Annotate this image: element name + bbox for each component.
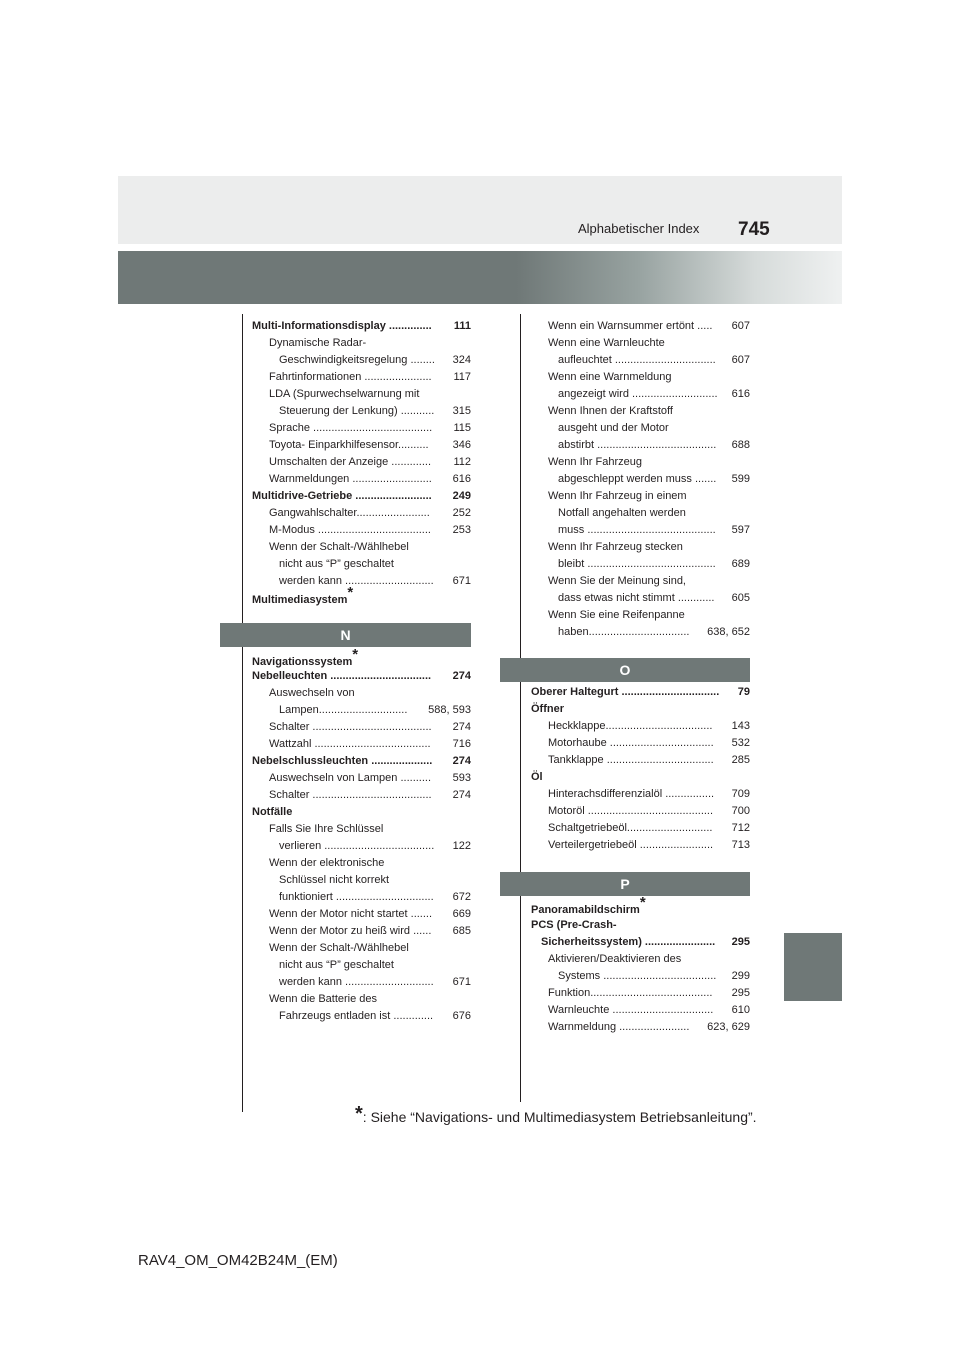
entry-page-ref: 607 — [730, 318, 750, 335]
index-entry — [531, 786, 750, 803]
entry-page-ref: 597 — [730, 522, 750, 539]
index-entry — [252, 420, 471, 437]
entry-page-ref: 143 — [730, 718, 750, 735]
index-entry — [252, 369, 471, 386]
entry-page-ref: 122 — [451, 838, 471, 855]
entry-text: Tankklappe ................................... — [548, 754, 714, 766]
index-entry — [531, 1002, 750, 1019]
entry-text: Schalter ....................................... — [269, 721, 432, 733]
index-entry — [252, 957, 471, 974]
index-entry — [531, 934, 750, 951]
entry-text: Wenn der elektronische — [269, 857, 385, 869]
entry-page-ref: 712 — [730, 820, 750, 837]
entry-page-ref: 249 — [451, 488, 471, 505]
index-entry — [531, 471, 750, 488]
entry-text: Wenn eine Warnleuchte — [548, 337, 665, 349]
entry-text: Lampen............................. — [279, 704, 408, 716]
entry-text: Sprache ....................................... — [269, 422, 433, 434]
footnote — [355, 1105, 757, 1128]
index-column-1-bottom — [252, 668, 471, 1025]
entry-text: angezeigt wird ............................ — [558, 388, 718, 400]
index-entry — [531, 522, 750, 539]
index-entry — [252, 923, 471, 940]
entry-text: Notfall angehalten werden — [558, 507, 686, 519]
entry-text: PCS (Pre-Crash- — [531, 919, 617, 931]
entry-page-ref: 716 — [451, 736, 471, 753]
index-entry — [531, 318, 750, 335]
footnote-text: : Siehe “Navigations- und Multimediasystem Betriebsanleitung”. — [362, 1109, 757, 1125]
index-entry — [531, 352, 750, 369]
entry-text: Wattzahl ...................................... — [269, 738, 431, 750]
entry-page-ref: 112 — [451, 454, 471, 471]
index-entry — [531, 951, 750, 968]
index-entry — [531, 1019, 750, 1036]
entry-text: abstirbt ....................................... — [558, 439, 717, 451]
left-margin-rule — [242, 314, 243, 1112]
index-entry — [531, 335, 750, 352]
entry-page-ref: 79 — [736, 684, 750, 701]
entry-text: abgeschleppt werden muss ....... — [558, 473, 717, 485]
index-entry — [252, 889, 471, 906]
entry-page-ref: 638, 652 — [705, 624, 750, 641]
entry-text: Navigationssystem — [252, 656, 353, 668]
index-entry — [252, 940, 471, 957]
index-entry — [531, 403, 750, 420]
chapter-side-tab — [784, 933, 842, 1001]
entry-page-ref: 532 — [730, 735, 750, 752]
entry-text: werden kann ............................. — [279, 575, 434, 587]
index-entry-panoramabildschirm — [531, 894, 750, 917]
entry-text: Oberer Haltegurt ................................ — [531, 686, 720, 698]
entry-text: Wenn der Schalt-/Wählhebel — [269, 942, 409, 954]
index-entry — [252, 991, 471, 1008]
entry-text: Auswechseln von — [269, 687, 355, 699]
entry-text: Hinterachsdifferenzialöl ................ — [548, 788, 715, 800]
entry-text: Falls Sie Ihre Schlüssel — [269, 823, 384, 835]
entry-text: Fahrzeugs entladen ist ............. — [279, 1010, 434, 1022]
index-entry — [252, 906, 471, 923]
entry-text: haben................................. — [558, 626, 690, 638]
entry-page-ref: 616 — [730, 386, 750, 403]
entry-text: Fahrtinformationen ...................... — [269, 371, 432, 383]
index-entry — [531, 454, 750, 471]
index-entry — [531, 684, 750, 701]
entry-page-ref: 115 — [451, 420, 471, 437]
asterisk-mark: * — [639, 894, 646, 911]
entry-page-ref: 588, 593 — [426, 702, 471, 719]
index-entry — [531, 820, 750, 837]
entry-text: Wenn eine Warnmeldung — [548, 371, 672, 383]
entry-page-ref: 346 — [451, 437, 471, 454]
index-entry — [531, 752, 750, 769]
index-entry — [252, 522, 471, 539]
entry-page-ref: 295 — [730, 985, 750, 1002]
entry-text: Sicherheitssystem) ....................... — [541, 936, 716, 948]
entry-page-ref: 676 — [451, 1008, 471, 1025]
index-entry — [531, 539, 750, 556]
entry-text: Wenn die Batterie des — [269, 993, 378, 1005]
index-entry — [531, 769, 750, 786]
index-entry — [531, 701, 750, 718]
index-entry — [531, 607, 750, 624]
index-entry — [531, 917, 750, 934]
entry-text: Warnleuchte ................................. — [548, 1004, 714, 1016]
entry-text: Motorhaube .................................. — [548, 737, 714, 749]
entry-text: Schlüssel nicht korrekt — [279, 874, 390, 886]
index-entry — [531, 386, 750, 403]
index-entry — [252, 335, 471, 352]
entry-page-ref: 671 — [451, 573, 471, 590]
section-header-n: N — [220, 623, 471, 647]
index-entry — [252, 804, 471, 821]
entry-page-ref: 685 — [451, 923, 471, 940]
entry-text: LDA (Spurwechselwarnung mit — [269, 388, 420, 400]
entry-page-ref: 669 — [451, 906, 471, 923]
entry-text: Wenn der Motor nicht startet ....... — [269, 908, 433, 920]
index-entry — [252, 685, 471, 702]
index-entry — [252, 855, 471, 872]
index-entry — [252, 787, 471, 804]
entry-text: nicht aus “P” geschaltet — [279, 959, 394, 971]
index-entry-navigationssystem — [252, 646, 471, 669]
index-entry — [531, 624, 750, 641]
entry-page-ref: 295 — [730, 934, 750, 951]
index-entry — [531, 556, 750, 573]
entry-text: Steuerung der Lenkung) ........... — [279, 405, 435, 417]
entry-text: Panoramabildschirm — [531, 904, 640, 916]
entry-text: Warnmeldungen .......................... — [269, 473, 432, 485]
entry-text: Nebelleuchten ................................. — [252, 670, 432, 682]
index-entry — [252, 753, 471, 770]
entry-text: Nebelschlussleuchten .................... — [252, 755, 433, 767]
index-entry — [252, 719, 471, 736]
entry-page-ref: 253 — [451, 522, 471, 539]
entry-text: Heckklappe................................... — [548, 720, 713, 732]
entry-text: Warnmeldung ....................... — [548, 1021, 690, 1033]
index-entry — [252, 318, 471, 335]
entry-text: Multimediasystem — [252, 594, 348, 606]
index-entry — [252, 539, 471, 556]
index-entry — [252, 736, 471, 753]
entry-text: Multi-Informationsdisplay .............. — [252, 320, 432, 332]
header-gradient-bar — [118, 251, 842, 304]
entry-text: muss .......................................... — [558, 524, 716, 536]
entry-page-ref: 700 — [730, 803, 750, 820]
entry-text: Wenn Sie der Meinung sind, — [548, 575, 686, 587]
index-entry — [252, 488, 471, 505]
index-entry — [531, 968, 750, 985]
entry-text: Wenn Ihr Fahrzeug — [548, 456, 642, 468]
index-column-2-middle — [531, 684, 750, 854]
entry-page-ref: 713 — [730, 837, 750, 854]
index-column-2-top — [531, 318, 750, 641]
index-entry — [531, 369, 750, 386]
entry-text: Wenn Sie eine Reifenpanne — [548, 609, 685, 621]
index-entry — [531, 505, 750, 522]
section-header-p: P — [500, 872, 750, 896]
entry-text: Toyota- Einparkhilfesensor.......... — [269, 439, 429, 451]
index-entry — [252, 838, 471, 855]
entry-text: Wenn Ihnen der Kraftstoff — [548, 405, 673, 417]
entry-page-ref: 315 — [451, 403, 471, 420]
entry-text: Umschalten der Anzeige ............. — [269, 456, 432, 468]
index-entry — [252, 386, 471, 403]
entry-text: Schaltgetriebeöl............................ — [548, 822, 713, 834]
entry-text: Wenn der Motor zu heiß wird ...... — [269, 925, 432, 937]
index-entry — [252, 454, 471, 471]
index-entry-multimediasystem — [252, 584, 471, 607]
index-entry — [252, 505, 471, 522]
entry-page-ref: 299 — [730, 968, 750, 985]
index-entry — [531, 488, 750, 505]
index-entry — [252, 872, 471, 889]
entry-page-ref: 688 — [730, 437, 750, 454]
entry-page-ref: 324 — [451, 352, 471, 369]
entry-page-ref: 616 — [451, 471, 471, 488]
entry-page-ref: 610 — [730, 1002, 750, 1019]
entry-text: Verteilergetriebeöl ........................ — [548, 839, 714, 851]
entry-text: aufleuchtet ................................. — [558, 354, 716, 366]
entry-text: Geschwindigkeitsregelung ........ — [279, 354, 435, 366]
entry-page-ref: 117 — [451, 369, 471, 386]
entry-text: Wenn der Schalt-/Wählhebel — [269, 541, 409, 553]
index-entry — [531, 437, 750, 454]
index-entry — [531, 718, 750, 735]
section-header-o: O — [500, 658, 750, 682]
entry-page-ref: 605 — [730, 590, 750, 607]
index-entry — [252, 352, 471, 369]
entry-text: Systems ..................................... — [558, 970, 717, 982]
column-divider — [520, 314, 521, 1102]
index-entry — [252, 556, 471, 573]
entry-page-ref: 111 — [452, 318, 471, 335]
section-title: Alphabetischer Index — [578, 221, 700, 236]
index-entry — [531, 573, 750, 590]
entry-text: Wenn Ihr Fahrzeug in einem — [548, 490, 687, 502]
entry-page-ref: 274 — [451, 787, 471, 804]
entry-page-ref: 623, 629 — [705, 1019, 750, 1036]
entry-page-ref: 285 — [730, 752, 750, 769]
entry-text: M-Modus ..................................... — [269, 524, 431, 536]
entry-text: Öffner — [531, 703, 564, 715]
entry-text: Notfälle — [252, 806, 293, 818]
index-column-2-bottom — [531, 917, 750, 1036]
index-entry — [531, 420, 750, 437]
entry-page-ref: 671 — [451, 974, 471, 991]
entry-text: Wenn Ihr Fahrzeug stecken — [548, 541, 683, 553]
index-entry — [252, 403, 471, 420]
entry-text: Multidrive-Getriebe ......................... — [252, 490, 432, 502]
entry-page-ref: 274 — [451, 719, 471, 736]
index-entry — [252, 1008, 471, 1025]
asterisk-mark: * — [347, 584, 354, 601]
asterisk-mark: * — [352, 646, 359, 663]
index-entry — [531, 590, 750, 607]
index-entry — [252, 821, 471, 838]
entry-text: bleibt .......................................... — [558, 558, 716, 570]
entry-text: funktioniert ................................ — [279, 891, 434, 903]
index-entry — [252, 668, 471, 685]
entry-page-ref: 274 — [451, 668, 471, 685]
entry-text: Funktion........................................ — [548, 987, 713, 999]
footnote-asterisk: * — [355, 1103, 363, 1125]
index-entry — [252, 770, 471, 787]
entry-text: verlieren .................................... — [279, 840, 435, 852]
index-entry — [252, 573, 471, 590]
index-entry — [531, 735, 750, 752]
entry-page-ref: 689 — [730, 556, 750, 573]
entry-page-ref: 607 — [730, 352, 750, 369]
entry-text: dass etwas nicht stimmt ............ — [558, 592, 715, 604]
entry-text: Dynamische Radar- — [269, 337, 367, 349]
page-number: 745 — [738, 219, 770, 240]
entry-text: werden kann ............................. — [279, 976, 434, 988]
header-band — [118, 176, 842, 244]
document-id: RAV4_OM_OM42B24M_(EM) — [138, 1252, 338, 1269]
index-entry — [252, 974, 471, 991]
index-entry — [531, 985, 750, 1002]
entry-page-ref: 593 — [451, 770, 471, 787]
entry-text: Öl — [531, 771, 543, 783]
entry-text: ausgeht und der Motor — [558, 422, 669, 434]
index-entry — [531, 837, 750, 854]
entry-text: Wenn ein Warnsummer ertönt ..... — [548, 320, 713, 332]
entry-text: Motoröl ......................................... — [548, 805, 714, 817]
entry-text: Gangwahlschalter........................ — [269, 507, 430, 519]
entry-page-ref: 672 — [451, 889, 471, 906]
index-entry — [252, 471, 471, 488]
index-entry — [252, 702, 471, 719]
index-column-1-top — [252, 318, 471, 590]
entry-page-ref: 709 — [730, 786, 750, 803]
index-entry — [531, 803, 750, 820]
entry-page-ref: 599 — [730, 471, 750, 488]
entry-text: nicht aus “P” geschaltet — [279, 558, 394, 570]
entry-text: Schalter ....................................... — [269, 789, 432, 801]
entry-text: Aktivieren/Deaktivieren des — [548, 953, 682, 965]
entry-page-ref: 274 — [451, 753, 471, 770]
index-entry — [252, 437, 471, 454]
entry-page-ref: 252 — [451, 505, 471, 522]
entry-text: Auswechseln von Lampen .......... — [269, 772, 432, 784]
